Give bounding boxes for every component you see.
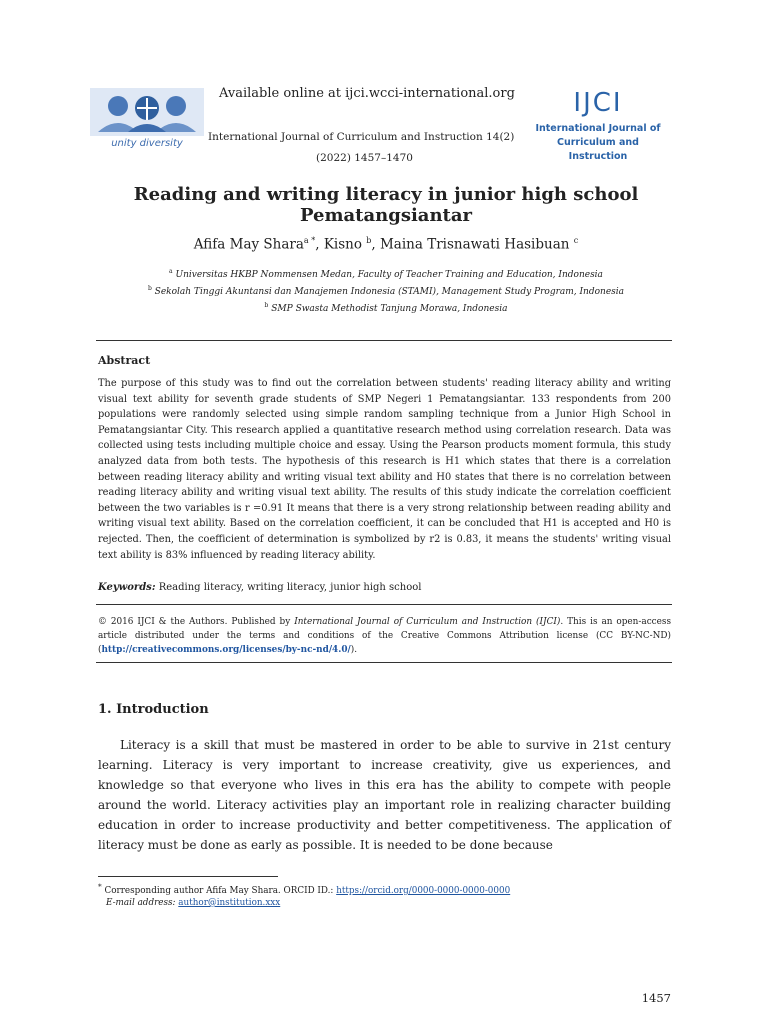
footnote-rule	[98, 876, 278, 877]
copyright-text: ).	[350, 645, 358, 655]
author-list: Afifa May Shara$^{a *}$, Kisno $^b$, Maina Trisnawati Hasibuan $^c$	[193, 236, 579, 253]
divider	[96, 604, 672, 605]
copyright-text: © 2016 IJCI & the Authors. Published by	[98, 617, 295, 627]
affiliation-text: SMP Swasta Methodist Tanjung Morawa, Indonesia	[271, 304, 508, 314]
copyright-journal: International Journal of Curriculum and Instruction (IJCI)	[294, 617, 561, 627]
keywords	[98, 582, 421, 593]
affiliation	[96, 285, 676, 297]
available-online: Available online at ijci.wcci-international.org	[219, 86, 515, 101]
affiliation	[96, 302, 676, 314]
journal-citation: International Journal of Curriculum and Instruction 14(2)	[208, 131, 515, 143]
page-number: 1457	[641, 991, 671, 1005]
footnote	[98, 881, 510, 909]
abstract-heading: Abstract	[98, 354, 151, 367]
journal-pages: (2022) 1457–1470	[316, 152, 413, 164]
author-sup: b	[366, 236, 372, 245]
section-heading: 1. Introduction	[98, 702, 209, 717]
footnote-text: Corresponding author Afifa May Shara. ORCID ID.:	[104, 885, 337, 896]
copyright-text: . This is an open-access article distributed under the terms and conditions of the Creative Commons Attribution license (CC BY-NC-ND) (	[98, 617, 671, 655]
affiliation-text: Sekolah Tinggi Akuntansi dan Manajemen Indonesia (STAMI), Management Study Program, Indonesia	[154, 287, 625, 297]
affiliation-sup: b	[147, 285, 152, 292]
intro-body	[98, 735, 671, 855]
ijci-subtitle-1: International Journal of	[535, 123, 661, 134]
license-link[interactable]: http://creativecommons.org/licenses/by-nc-nd/4.0/	[101, 645, 351, 655]
keywords-text: Reading literacy, writing literacy, junior high school	[158, 582, 422, 593]
author-sup: c	[573, 236, 579, 245]
divider	[96, 340, 672, 341]
orcid-link[interactable]: https://orcid.org/0000-0000-0000-0000	[336, 885, 511, 896]
ijci-subtitle-2: Curriculum and Instruction	[557, 137, 639, 162]
affiliation-sup: b	[264, 302, 269, 309]
article-title: Reading and writing literacy in junior high school Pematangsiantar	[133, 184, 639, 226]
divider	[96, 662, 672, 663]
intro-paragraph: Literacy is a skill that must be mastered in order to be able to survive in 21st century learning. Literacy is very important to increase creativity, give us experiences, and knowledge so that everyone who lives in this era has the ability to compete with people around the world. Literacy activities play an important role in realizing character building education in order to increase productivity and better competitiveness. The application of literacy must be done as early as possible. It is needed to be done because	[98, 738, 671, 852]
copyright-notice	[98, 615, 671, 657]
keywords-label: Keywords:	[98, 582, 156, 593]
footnote-marker: *	[98, 882, 102, 891]
ijci-title: IJCI	[573, 88, 623, 118]
ijci-logo	[528, 86, 668, 162]
author-name: Maina Trisnawati Hasibuan	[379, 236, 570, 253]
unity-diversity-logo	[88, 86, 206, 156]
author-name: Kisno	[323, 236, 362, 253]
author-name: Afifa May Shara	[193, 236, 304, 253]
abstract-text: The purpose of this study was to find out the correlation between students' reading literacy ability and writing visual text ability for seventh grade students of SMP Negeri 1 Pematangsiantar. 133 respondents from 200 populations were randomly selected using simple random sampling technique from a Junior High School in Pematangsiantar City. This research applied a quantitative research method using correlation research. Data was collected using tests including multiple choice and essay. Using the Pearson products moment formula, this study analyzed data from both tests. The hypothesis of this research is H1 which states that there is a correlation between reading literacy ability and writing visual text ability and H0 states that there is no correlation between reading literacy ability and writing visual text ability. The results of this study indicate the correlation coefficient between the two variables is r =0.91 It means that there is a very strong relationship between reading ability and writing visual text ability. Based on the correlation coefficient, it can be concluded that H1 is accepted and H0 is rejected. Then, the coefficient of determination is symbolized by r2 is 0.83, it means the students' writing visual text ability is 83% influenced by reading literacy ability.	[98, 378, 671, 561]
author-sup: a *	[303, 236, 316, 245]
affiliation	[96, 268, 676, 280]
affiliation-sup: a	[169, 268, 173, 275]
affiliation-text: Universitas HKBP Nommensen Medan, Faculty of Teacher Training and Education, Indonesia	[175, 270, 603, 280]
email-link[interactable]: author@institution.xxx	[178, 897, 281, 908]
logo-caption: unity diversity	[111, 138, 183, 149]
email-label: E-mail address:	[106, 897, 176, 908]
